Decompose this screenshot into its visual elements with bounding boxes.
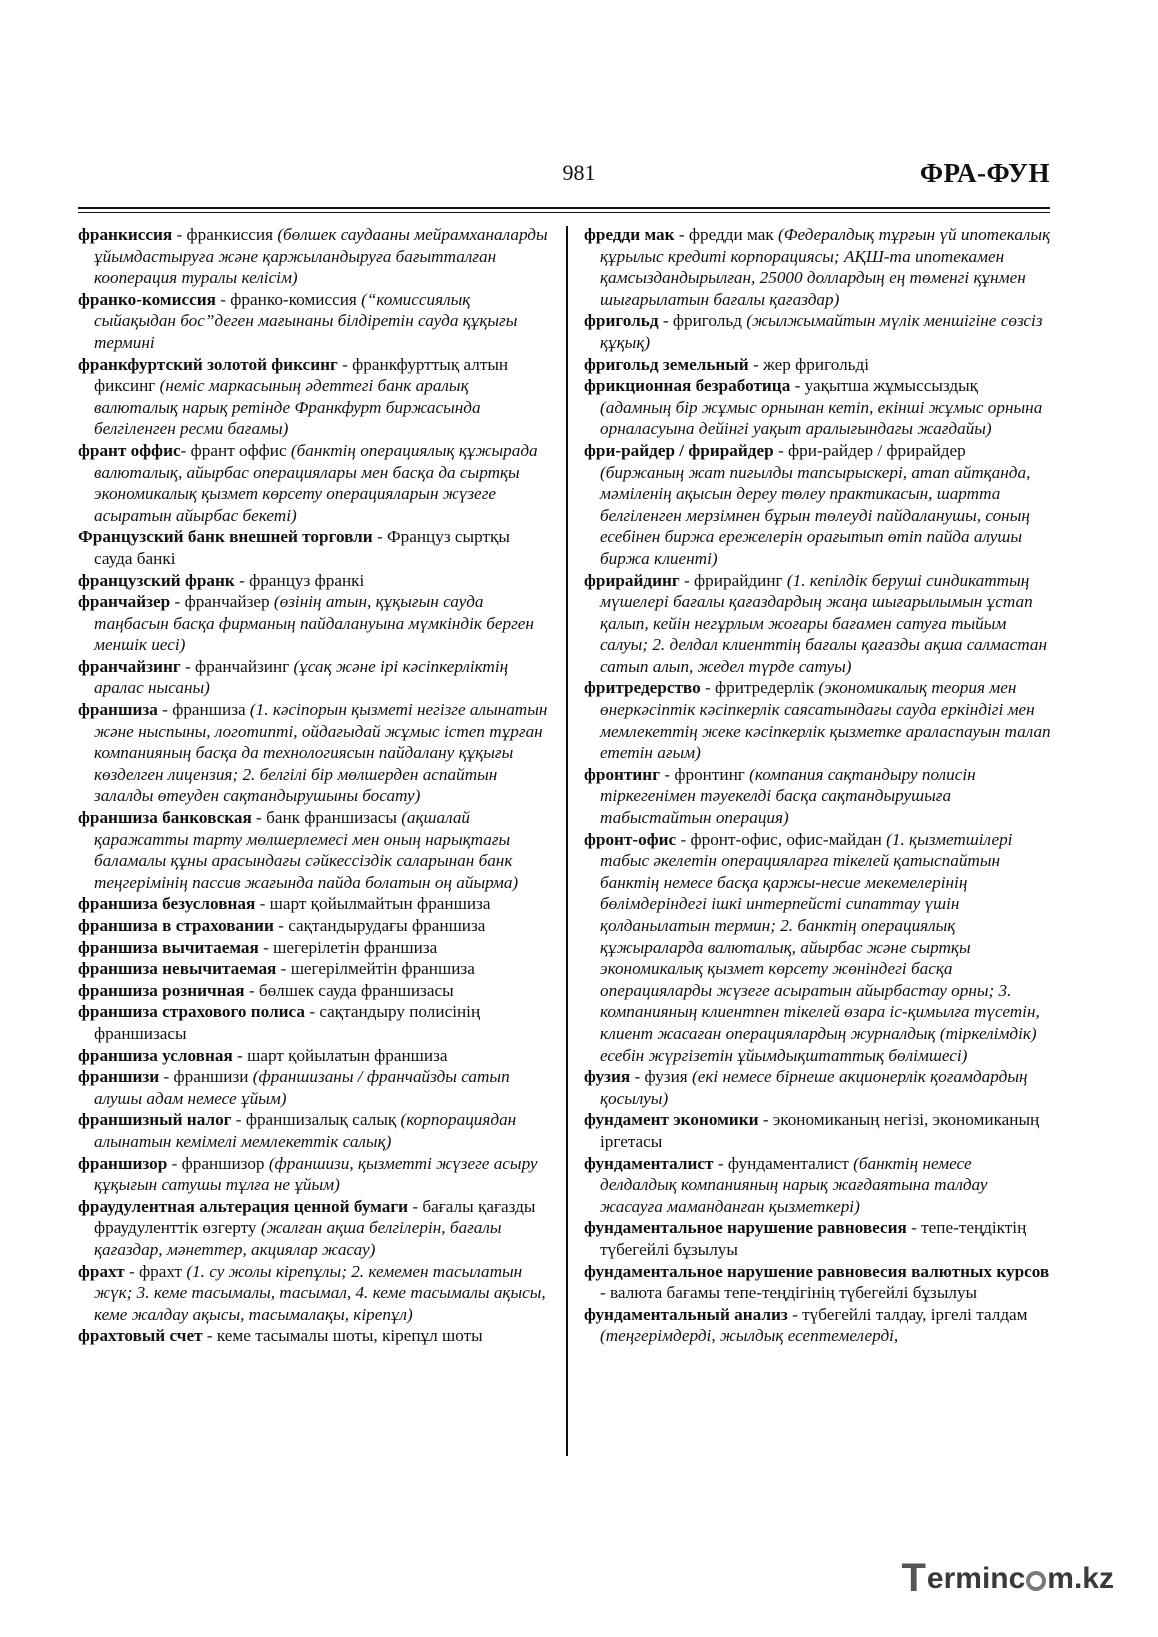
entry-translation: шегерілетін франшиза bbox=[273, 937, 438, 957]
entry-separator: - bbox=[790, 376, 805, 396]
entry-translation: фрахт bbox=[138, 1261, 187, 1281]
dictionary-entry bbox=[78, 1153, 548, 1196]
entry-term: франшиза в страховании bbox=[78, 916, 274, 935]
entry-definition: (1. қызметшілері табыс әкелетін операцияларға тікелей қатыспайтын банктің немесе басқа қаржы-несие мекемелерінің бөлімдеріндегі ішкі интерпейсті сипаттау үшін қолданылатын термин; 2. банктің операциялық құжыраларда валюталық, айырбас және сыртқы экономикалық қызмет көрсету жөніндегі басқа операцияларды жүзеге асыратын айырбастау орны; 3. компанияның клиентпен тікелей өзара іс-қимылға түсетін, клиент жасаған операциялардың журналдық (тіркелімдік) есебін жүргізетін ұйымдықштаттық бөлімшесі) bbox=[600, 829, 1040, 1065]
entry-translation: жер фригольді bbox=[762, 354, 870, 374]
dictionary-entry bbox=[78, 1109, 548, 1152]
entry-term: фраудулентная альтерация ценной бумаги bbox=[78, 1196, 409, 1216]
entry-definition: (“комиссиялық сыйақыдан бос”деген мағынаны білдіретін сауда құқығы термині bbox=[94, 289, 518, 352]
right-column bbox=[584, 224, 1052, 1347]
entry-separator: - bbox=[337, 354, 353, 374]
entry-definition: (корпорациядан алынатын кемімелі мемлекеттік салық) bbox=[94, 1110, 517, 1151]
entry-separator: - bbox=[232, 1045, 248, 1065]
entry-term: Французский банк внешней торговли bbox=[78, 527, 373, 547]
entry-separator: - bbox=[234, 570, 250, 590]
left-column bbox=[78, 224, 548, 1347]
entry-translation: фригольд bbox=[672, 311, 747, 331]
entry-separator: - bbox=[172, 225, 187, 244]
entry-separator: - bbox=[124, 1261, 139, 1281]
dictionary-entry bbox=[584, 375, 1052, 440]
entry-separator: - bbox=[251, 808, 267, 828]
entry-translation: франшизи bbox=[173, 1067, 253, 1087]
entry-translation: тепе-теңдіктің түбегейлі бұзылуы bbox=[600, 1218, 1027, 1259]
dictionary-entry bbox=[584, 224, 1052, 310]
dictionary-entry bbox=[78, 915, 548, 937]
dictionary-entry bbox=[78, 958, 548, 980]
entry-translation: бағалы қағазды фраудуленттік өзгерту bbox=[94, 1196, 536, 1238]
entry-definition: (ұсақ және ірі кәсіпкерліктің аралас нысаны) bbox=[94, 656, 509, 698]
site-watermark bbox=[901, 1556, 1114, 1601]
entry-separator: - bbox=[159, 1067, 174, 1087]
entry-separator: - bbox=[304, 1002, 320, 1022]
entry-separator: - bbox=[408, 1196, 423, 1216]
dictionary-entry bbox=[78, 289, 548, 354]
entry-translation: фредди мак bbox=[688, 225, 779, 244]
entry-term: франшизи bbox=[78, 1067, 160, 1087]
entry-term: фундаментальное нарушение равновесия bbox=[584, 1218, 907, 1238]
dictionary-entry bbox=[78, 1196, 548, 1261]
dictionary-entry bbox=[78, 591, 548, 656]
entry-definition: (1. кәсіпорын қызметі негізге алынатын және ныспыны, логотипті, ойдағыдай жұмыс істеп тұрған компанияның басқа да технологиясын пайдалану құқығы көзделген лицензия; 2. белгілі бір мөлшерден аспайтын залалды өтеуден сақтандырушыны босату) bbox=[94, 700, 548, 806]
entry-definition: (ақшалай қаражатты тарту мөлшерлемесі мен оның нарықтағы баламалы құны арасындағы сәйкессіздік саларынан банк теңгерімінің пассив жағында пайда болатын оң айырма) bbox=[94, 808, 519, 892]
entry-term: франшизный налог bbox=[78, 1110, 232, 1130]
entry-separator: - bbox=[258, 937, 274, 957]
entry-definition: (1. кепілдік беруші синдикаттың мүшелері бағалы қағаздардың жаңа шығарылымын ұстап қалып, кейін негұрлым жоғары бағамен сатуға тыйым салуы; 2. делдал клиенттің бағалы қағазды ақша салмастан сатып алып, жедел түрде сатуы) bbox=[600, 570, 1047, 676]
entry-translation: түбегейлі талдау, іргелі талдам bbox=[802, 1304, 1028, 1324]
entry-translation: фрирайдинг bbox=[694, 570, 787, 590]
entry-separator: - bbox=[180, 440, 191, 460]
dictionary-entry bbox=[584, 1217, 1052, 1260]
entry-definition: (жалған ақша белгілерін, бағалы қағаздар, мәнеттер, акциялар жасау) bbox=[94, 1218, 502, 1259]
dictionary-entry bbox=[584, 1304, 1052, 1347]
entry-translation: франчайзер bbox=[184, 592, 274, 612]
entry-translation: сақтандырудағы франшиза bbox=[288, 916, 486, 935]
entry-separator: - bbox=[215, 289, 231, 309]
dictionary-entry bbox=[584, 310, 1052, 353]
entry-separator: - bbox=[180, 656, 195, 676]
entry-translation: франко-комиссия bbox=[230, 289, 362, 309]
entry-translation: франчайзинг bbox=[194, 656, 294, 676]
entry-term: франшиза вычитаемая bbox=[78, 937, 259, 957]
watermark-text: erminc bbox=[926, 1561, 1026, 1595]
entry-definition: (экономикалық теория мен өнеркәсіптік кәсіпкерлік саясатындағы сауда еркіндігі мен мемлекеттің жеке кәсіпкерлік қызметке араласпауын талап ететін ағым) bbox=[600, 678, 1051, 763]
entry-separator: - bbox=[713, 1153, 728, 1173]
dictionary-entry bbox=[78, 656, 548, 699]
entry-separator: - bbox=[273, 916, 289, 935]
entry-translation: кеме тасымалы шоты, кірепұл шоты bbox=[216, 1326, 483, 1346]
entry-term: франшиза безусловная bbox=[78, 894, 256, 914]
entry-definition: (Федералдық тұрғын үй ипотекалық құрылыс кредиті корпорациясы; АҚШ-та ипотекамен қамсыздандырылған, 25000 доллардың ең төменгі құнмен шығарылатын бағалы қағаздар) bbox=[600, 225, 1051, 309]
entry-translation: шарт қойылатын франшиза bbox=[247, 1045, 448, 1065]
entry-term: фрахтовый счет bbox=[78, 1326, 203, 1346]
entry-translation: валюта бағамы тепе-теңдігінің түбегейлі бұзылуы bbox=[610, 1283, 978, 1303]
header-rule bbox=[78, 207, 1050, 209]
entry-definition: (биржаның жат пиғылды тапсырыскері, атап айтқанда, мәміленің ақысын дереу төлеу практикасын, шартта белгіленген мерзімнен бұрын төлеуді пайдаланушы, соның есебінен биржа ережелерін орағытып өтіп пайда алушы биржа клиенті) bbox=[600, 462, 1031, 568]
dictionary-entry bbox=[78, 807, 548, 893]
entry-term: фундаменталист bbox=[584, 1153, 714, 1173]
entry-translation: фузия bbox=[644, 1067, 692, 1087]
section-title: ФРА-ФУН bbox=[919, 158, 1050, 188]
entry-definition: (1. су жолы кірепұлы; 2. кемемен тасылатын жүк; 3. кеме тасымалы, тасымал, 4. кеме тасымалы ақысы, кеме жалдау ақысы, тасымалақы, кірепұл) bbox=[94, 1261, 546, 1324]
entry-separator: - bbox=[748, 354, 763, 374]
dictionary-entry bbox=[78, 1325, 548, 1347]
entry-translation: шарт қойылмайтын франшиза bbox=[269, 894, 491, 914]
entry-term: франкиссия bbox=[78, 225, 173, 244]
entry-separator: - bbox=[600, 1283, 611, 1303]
entry-definition: (банктің немесе делдалдық компанияның нарық жағдаятына талдау жасауға маманданған қызметкері) bbox=[600, 1153, 988, 1216]
entry-translation: фри-райдер / фрирайдер bbox=[788, 440, 966, 460]
entry-term: фрикционная безработица bbox=[584, 376, 791, 396]
entry-term: фузия bbox=[584, 1067, 631, 1087]
dictionary-entry bbox=[584, 1109, 1052, 1152]
entry-separator: - bbox=[773, 440, 789, 460]
entry-definition: (франшизи, қызметті жүзеге асыру құқығын сатушы тұлға не ұйым) bbox=[94, 1153, 538, 1195]
entry-term: французский франк bbox=[78, 570, 235, 590]
dictionary-entry bbox=[78, 699, 548, 807]
entry-translation: франт оффис bbox=[190, 440, 291, 460]
entry-separator: - bbox=[700, 678, 716, 698]
dictionary-entry bbox=[584, 1153, 1052, 1218]
entry-definition: (франшизаны / франчайзды сатып алушы адам немесе ұйым) bbox=[94, 1067, 510, 1108]
entry-translation: франшизор bbox=[181, 1153, 269, 1173]
entry-term: франчайзер bbox=[78, 592, 171, 612]
entry-term: франшиза банковская bbox=[78, 808, 252, 828]
entry-term: франшиза розничная bbox=[78, 980, 245, 1000]
dictionary-entry bbox=[584, 1066, 1052, 1109]
entry-term: фронтинг bbox=[584, 764, 661, 784]
entry-separator: - bbox=[758, 1110, 773, 1130]
dictionary-entry bbox=[584, 354, 1052, 376]
entry-term: франкфуртский золотой фиксинг bbox=[78, 354, 338, 374]
entry-translation: франшизалық салық bbox=[245, 1110, 401, 1130]
dictionary-entry bbox=[584, 440, 1052, 570]
entry-separator: - bbox=[255, 894, 270, 914]
entry-translation: шегерілмейтін франшиза bbox=[290, 959, 475, 979]
entry-separator: - bbox=[674, 225, 689, 244]
entry-term: франко-комиссия bbox=[78, 289, 216, 309]
entry-definition: (компания сақтандыру полисін тіркегенімен тәуекелді басқа сақтандырушыға табыстайтын операция) bbox=[600, 764, 976, 828]
entry-term: франшиза условная bbox=[78, 1045, 233, 1065]
dictionary-entry bbox=[584, 677, 1052, 763]
entry-separator: - bbox=[676, 829, 691, 849]
page-number: 981 bbox=[562, 160, 596, 185]
entry-translation: экономиканың негізі, экономиканың іргетасы bbox=[600, 1110, 1040, 1151]
dictionary-entry bbox=[78, 1066, 548, 1109]
entry-definition: (өзінің атын, құқығын сауда таңбасын басқа фирманың пайдалануына мүмкіндік берген меншік иесі) bbox=[94, 592, 534, 655]
entry-translation: француз франкі bbox=[249, 570, 365, 590]
dictionary-entry bbox=[584, 829, 1052, 1067]
dictionary-entry bbox=[584, 570, 1052, 678]
entry-definition: (теңгерімдерді, жылдық есептемелерді, bbox=[600, 1326, 899, 1346]
entry-term: фронт-офис bbox=[584, 829, 677, 849]
dictionary-entry bbox=[78, 937, 548, 959]
dictionary-entry bbox=[78, 980, 548, 1002]
entry-term: фригольд земельный bbox=[584, 354, 749, 374]
entry-separator: - bbox=[630, 1067, 645, 1087]
entry-term: франт оффис bbox=[78, 440, 181, 460]
watermark-ring-icon bbox=[1026, 1571, 1046, 1591]
entry-term: франчайзинг bbox=[78, 656, 181, 676]
dictionary-entry bbox=[78, 1045, 548, 1067]
entry-separator: - bbox=[157, 700, 173, 720]
dictionary-entry bbox=[78, 570, 548, 592]
dictionary-entry bbox=[584, 1261, 1052, 1304]
entry-definition: (жылжымайтын мүлік меншігіне сөзсіз құқық) bbox=[600, 311, 1043, 352]
entry-term: фундамент экономики bbox=[584, 1110, 759, 1130]
header-rule-thin bbox=[78, 212, 1050, 213]
entry-definition: (адамның бір жұмыс орнынан кетіп, екінші жұмыс орнына орналасуына дейінгі уақыт аралығындағы жағдайы) bbox=[600, 397, 1043, 439]
entry-term: франшиза невычитаемая bbox=[78, 959, 277, 979]
dictionary-entry bbox=[78, 354, 548, 440]
entry-separator: - bbox=[679, 570, 695, 590]
entry-term: франшизор bbox=[78, 1153, 168, 1173]
entry-translation: сақтандыру полисінің франшизасы bbox=[94, 1002, 481, 1043]
entry-definition: (екі немесе бірнеше акционерлік қоғамдардың қосылуы) bbox=[600, 1067, 1028, 1108]
dictionary-entry bbox=[78, 1001, 548, 1044]
dictionary-entry bbox=[78, 1261, 548, 1326]
entry-translation: фронтинг bbox=[674, 764, 750, 784]
entry-separator: - bbox=[660, 764, 675, 784]
entry-term: фрахт bbox=[78, 1261, 125, 1281]
entry-translation: банк франшизасы bbox=[266, 808, 402, 828]
entry-term: франшиза страхового полиса bbox=[78, 1002, 305, 1022]
entry-term: фундаментальное нарушение равновесия валютных курсов bbox=[584, 1261, 1050, 1281]
entry-term: фри-райдер / фрирайдер bbox=[584, 440, 774, 460]
entry-term: фригольд bbox=[584, 311, 659, 331]
entry-separator: - bbox=[202, 1326, 217, 1346]
entry-translation: фундаменталист bbox=[727, 1153, 854, 1173]
entry-translation: франшиза bbox=[172, 700, 250, 720]
entry-separator: - bbox=[276, 959, 291, 979]
watermark-letter: T bbox=[901, 1556, 926, 1600]
dictionary-entry bbox=[78, 526, 548, 569]
entry-translation: бөлшек сауда франшизасы bbox=[258, 980, 454, 1000]
entry-separator: - bbox=[658, 311, 673, 331]
entry-definition: (бөлшек саудаaны мейрамханаларды ұйымдастыруға және қаржыландыруға бағытталған кооперация туралы келісім) bbox=[94, 225, 548, 288]
entry-separator: - bbox=[244, 980, 259, 1000]
entry-definition: (банктің операциялық құжырада валюталық, айырбас операциялары мен басқа да сыртқы экономикалық қызмет көрсету операцияларын жүзеге асыратын айырбас бекеті) bbox=[94, 440, 538, 525]
entry-term: фредди мак bbox=[584, 225, 675, 244]
entry-separator: - bbox=[906, 1218, 922, 1238]
entry-separator: - bbox=[167, 1153, 182, 1173]
entry-term: фрирайдинг bbox=[584, 570, 680, 590]
entry-translation: франкфурттық алтын фиксинг bbox=[94, 354, 509, 396]
entry-separator: - bbox=[372, 527, 388, 547]
entry-translation: франкиссия bbox=[186, 225, 278, 244]
entry-translation: фронт-офис, офис-майдан bbox=[690, 829, 887, 849]
entry-separator: - bbox=[787, 1304, 803, 1324]
watermark-domain: m.kz bbox=[1047, 1561, 1114, 1595]
dictionary-entry bbox=[584, 764, 1052, 829]
entry-term: фундаментальный анализ bbox=[584, 1304, 788, 1324]
dictionary-entry bbox=[78, 893, 548, 915]
entry-separator: - bbox=[231, 1110, 246, 1130]
column-divider bbox=[566, 226, 568, 1456]
dictionary-entry bbox=[78, 440, 548, 526]
entry-translation: фритредерлік bbox=[715, 678, 819, 698]
entry-separator: - bbox=[170, 592, 185, 612]
entry-term: фритредерство bbox=[584, 678, 701, 698]
entry-definition: (неміс маркасының әдеттегі банк аралық валюталық нарық ретінде Франкфурт биржасында белгіленген ресми бағамы) bbox=[94, 376, 481, 439]
entry-term: франшиза bbox=[78, 700, 158, 720]
entry-translation: Француз сыртқы сауда банкі bbox=[94, 527, 510, 568]
dictionary-entry bbox=[78, 224, 548, 289]
entry-translation: уақытша жұмыссыздық bbox=[804, 376, 979, 396]
